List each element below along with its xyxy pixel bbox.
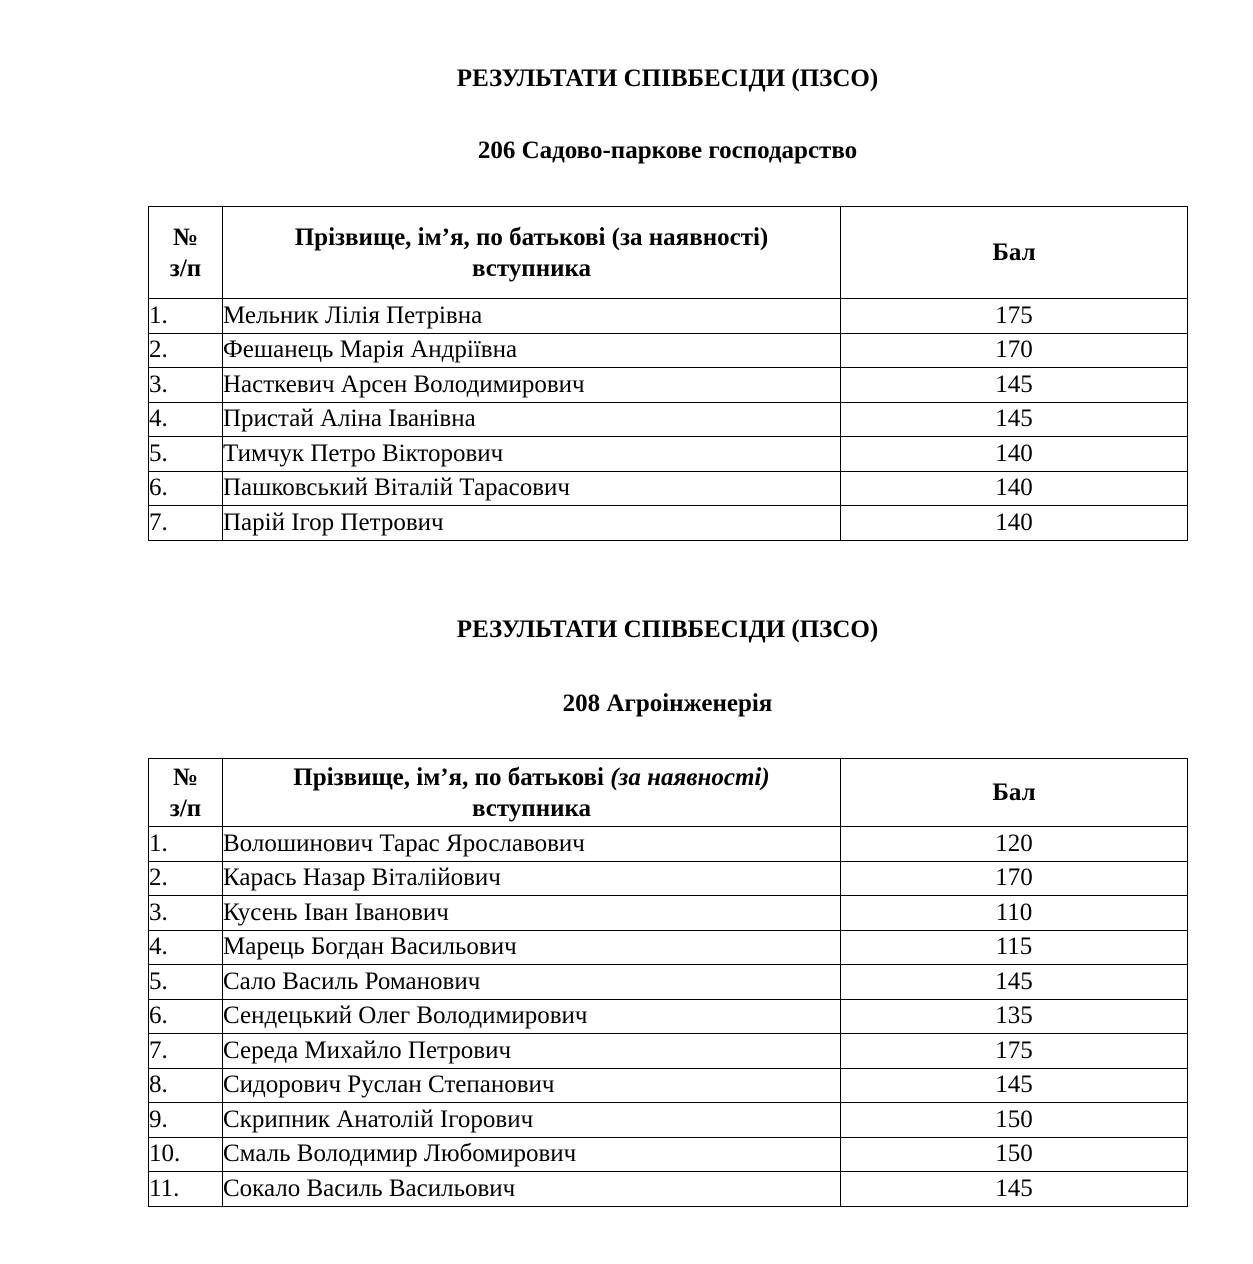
- table-body: [149, 827, 1188, 1207]
- row-number: 5.: [149, 437, 223, 472]
- score-value: 170: [841, 333, 1188, 368]
- applicant-name: Сидорович Руслан Степанович: [223, 1068, 841, 1103]
- section-title: РЕЗУЛЬТАТИ СПІВБЕСІДИ (ПЗСО): [456, 65, 879, 92]
- table-row: [149, 333, 1188, 368]
- row-number: 6.: [149, 999, 223, 1034]
- table-row: [149, 299, 1188, 334]
- column-header-score: Бал: [841, 207, 1188, 299]
- applicant-name: Середа Михайло Петрович: [223, 1034, 841, 1069]
- applicant-name: Кусень Іван Іванович: [223, 896, 841, 931]
- table-header-row: [149, 759, 1188, 827]
- table-row: [149, 1137, 1188, 1172]
- row-number: 7.: [149, 1034, 223, 1069]
- score-value: 175: [841, 299, 1188, 334]
- score-value: 170: [841, 861, 1188, 896]
- table-row: [149, 402, 1188, 437]
- table-row: [149, 1103, 1188, 1138]
- column-header-name: [223, 759, 841, 827]
- table-row: [149, 1034, 1188, 1069]
- row-number: 7.: [149, 506, 223, 541]
- column-header-name: [223, 207, 841, 299]
- applicant-name: Фешанець Марія Андріївна: [223, 333, 841, 368]
- results-table: [148, 206, 1188, 541]
- row-number: 5.: [149, 965, 223, 1000]
- header-number-line1: №: [172, 763, 199, 791]
- table-row: [149, 827, 1188, 862]
- applicant-name: Пашковський Віталій Тарасович: [223, 471, 841, 506]
- score-value: 145: [841, 1068, 1188, 1103]
- score-value: 145: [841, 965, 1188, 1000]
- column-header-score: Бал: [841, 759, 1188, 827]
- row-number: 4.: [149, 930, 223, 965]
- header-number-line2: з/п: [169, 794, 202, 822]
- applicant-name: Мельник Лілія Петрівна: [223, 299, 841, 334]
- table-row: [149, 861, 1188, 896]
- score-value: 135: [841, 999, 1188, 1034]
- applicant-name: Тимчук Петро Вікторович: [223, 437, 841, 472]
- applicant-name: Скрипник Анатолій Ігорович: [223, 1103, 841, 1138]
- table-row: [149, 999, 1188, 1034]
- applicant-name: Волошинович Тарас Ярославович: [223, 827, 841, 862]
- score-value: 145: [841, 402, 1188, 437]
- applicant-name: Сокало Василь Васильович: [223, 1172, 841, 1207]
- score-value: 145: [841, 1172, 1188, 1207]
- table-row: [149, 965, 1188, 1000]
- applicant-name: Сало Василь Романович: [223, 965, 841, 1000]
- table-row: [149, 1068, 1188, 1103]
- table-row: [149, 930, 1188, 965]
- row-number: 9.: [149, 1103, 223, 1138]
- row-number: 2.: [149, 333, 223, 368]
- table-row: [149, 437, 1188, 472]
- score-value: 145: [841, 368, 1188, 403]
- score-value: 115: [841, 930, 1188, 965]
- applicant-name: Парій Ігор Петрович: [223, 506, 841, 541]
- score-value: 150: [841, 1103, 1188, 1138]
- table-row: [149, 1172, 1188, 1207]
- row-number: 2.: [149, 861, 223, 896]
- score-value: 140: [841, 506, 1188, 541]
- row-number: 11.: [149, 1172, 223, 1207]
- applicant-name: Сендецький Олег Володимирович: [223, 999, 841, 1034]
- table-body: [149, 299, 1188, 541]
- table-row: [149, 368, 1188, 403]
- score-value: 140: [841, 471, 1188, 506]
- row-number: 3.: [149, 896, 223, 931]
- score-value: 120: [841, 827, 1188, 862]
- row-number: 6.: [149, 471, 223, 506]
- section-title: РЕЗУЛЬТАТИ СПІВБЕСІДИ (ПЗСО): [456, 616, 879, 643]
- row-number: 1.: [149, 827, 223, 862]
- applicant-name: Насткевич Арсен Володимирович: [223, 368, 841, 403]
- header-name-part2: (за наявності): [610, 763, 770, 791]
- applicant-name: Пристай Аліна Іванівна: [223, 402, 841, 437]
- section-subtitle: 206 Садово-паркове господарство: [477, 137, 858, 164]
- score-value: 175: [841, 1034, 1188, 1069]
- row-number: 4.: [149, 402, 223, 437]
- header-name-part1: Прізвище, ім’я, по батькові: [293, 763, 604, 791]
- header-name-part2: (за наявності): [611, 223, 769, 251]
- header-name-line2: вступника: [471, 254, 592, 282]
- header-name-part1: Прізвище, ім’я, по батькові: [294, 223, 606, 251]
- row-number: 3.: [149, 368, 223, 403]
- row-number: 8.: [149, 1068, 223, 1103]
- applicant-name: Карась Назар Віталійович: [223, 861, 841, 896]
- applicant-name: Марець Богдан Васильович: [223, 930, 841, 965]
- row-number: 10.: [149, 1137, 223, 1172]
- score-value: 110: [841, 896, 1188, 931]
- row-number: 1.: [149, 299, 223, 334]
- table-row: [149, 471, 1188, 506]
- results-table: [148, 758, 1188, 1207]
- score-value: 150: [841, 1137, 1188, 1172]
- table-row: [149, 896, 1188, 931]
- score-value: 140: [841, 437, 1188, 472]
- table-header-row: [149, 207, 1188, 299]
- section-subtitle: 208 Агроінженерія: [562, 690, 773, 717]
- applicant-name: Смаль Володимир Любомирович: [223, 1137, 841, 1172]
- header-name-line2: вступника: [471, 794, 592, 822]
- table-row: [149, 506, 1188, 541]
- column-header-number: [149, 759, 223, 827]
- header-number-line1: №: [172, 223, 199, 251]
- column-header-number: [149, 207, 223, 299]
- header-number-line2: з/п: [169, 254, 202, 282]
